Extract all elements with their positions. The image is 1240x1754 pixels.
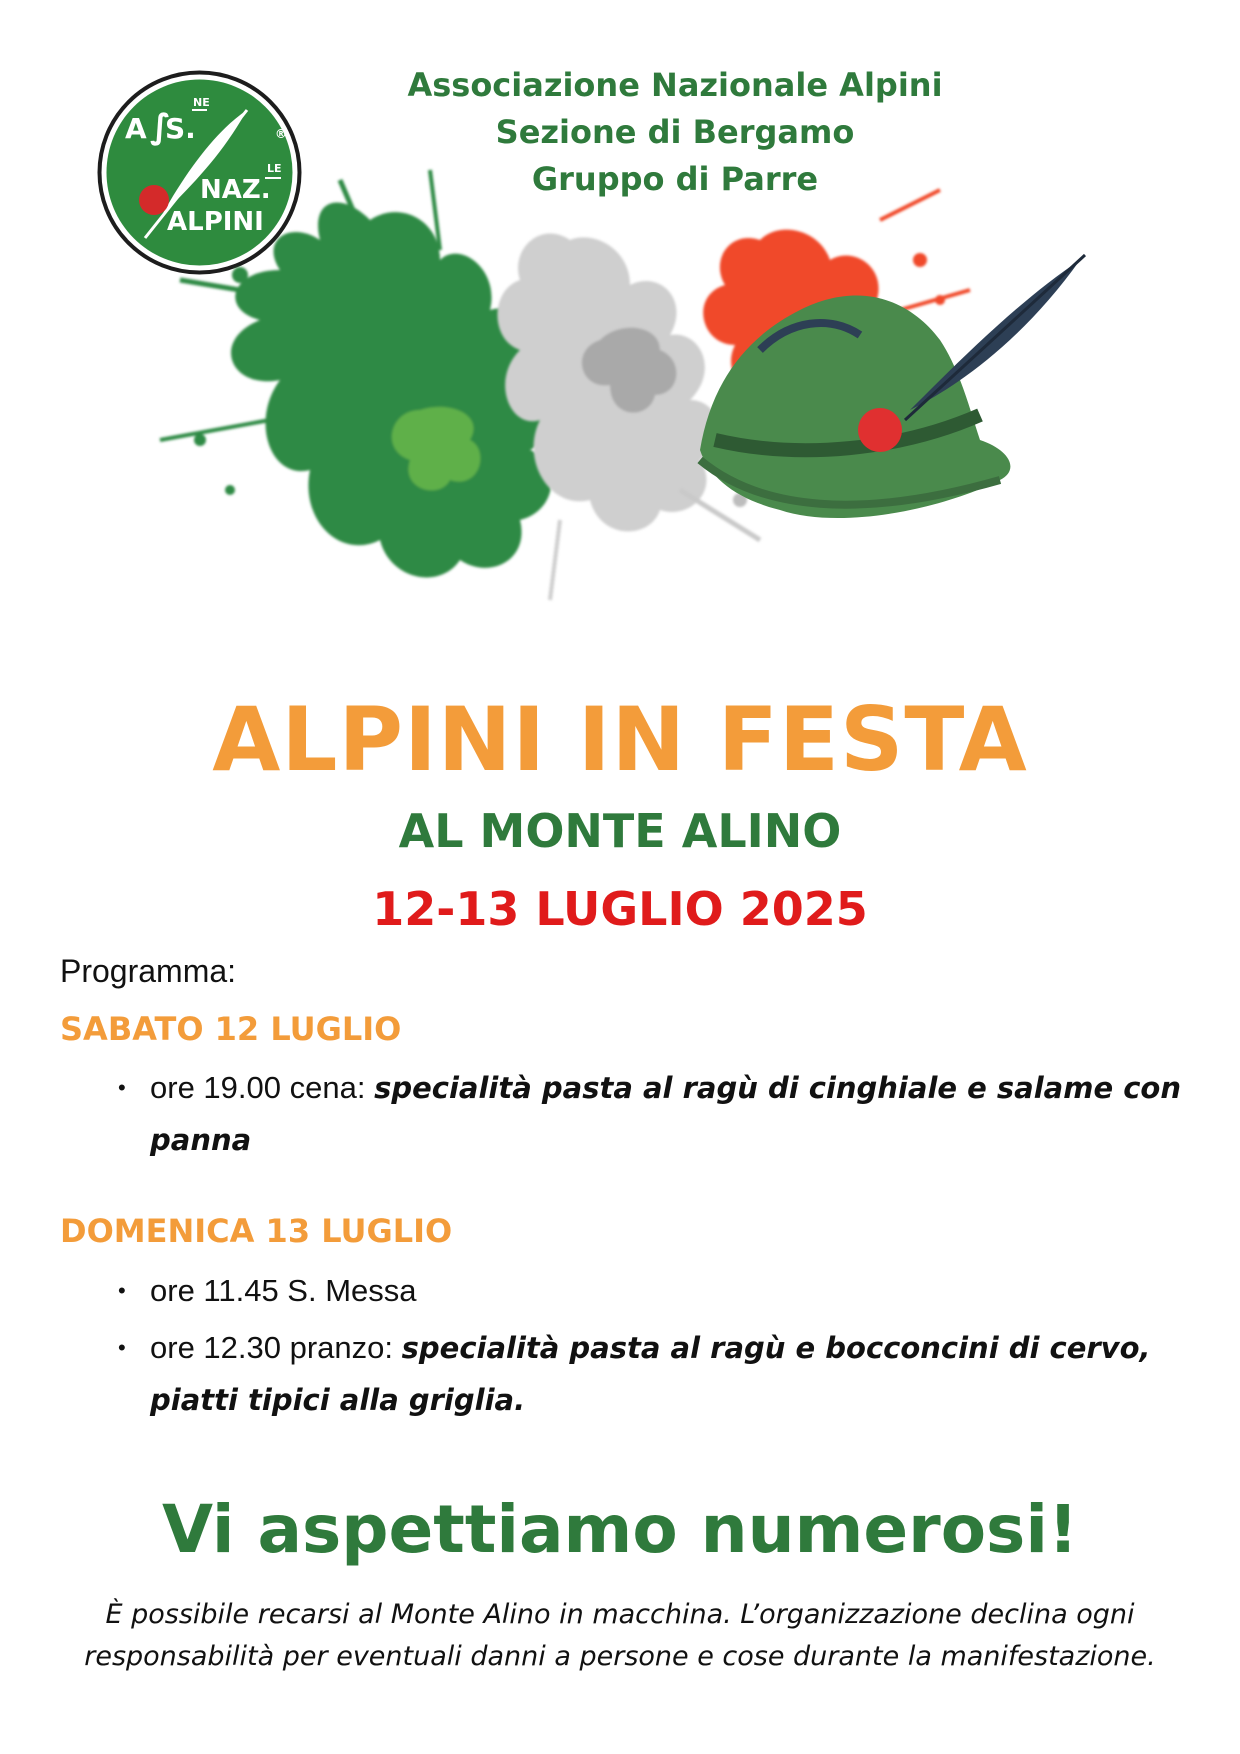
svg-text:LE: LE bbox=[267, 162, 282, 175]
closing-message: Vi aspettiamo numerosi! bbox=[161, 1491, 1079, 1568]
list-item bbox=[118, 1322, 1198, 1426]
list-item bbox=[118, 1265, 1198, 1316]
svg-text:NE: NE bbox=[193, 96, 210, 109]
svg-text:NAZ.: NAZ. bbox=[200, 175, 271, 205]
event-title: ALPINI IN FESTA bbox=[212, 688, 1028, 791]
svg-text:A: A bbox=[125, 112, 147, 145]
day-heading-sunday: DOMENICA 13 LUGLIO bbox=[60, 1212, 453, 1250]
tricolor-splash-artwork bbox=[140, 160, 1220, 680]
event-location: AL MONTE ALINO bbox=[398, 804, 842, 858]
section-name: Sezione di Bergamo bbox=[495, 113, 855, 151]
association-name: Associazione Nazionale Alpini bbox=[407, 66, 943, 104]
saturday-list bbox=[118, 1062, 1198, 1172]
hat-pompom-icon bbox=[858, 408, 902, 452]
day-heading-saturday: SABATO 12 LUGLIO bbox=[60, 1010, 402, 1048]
svg-text:®: ® bbox=[275, 127, 287, 141]
group-name: Gruppo di Parre bbox=[531, 160, 819, 198]
item-lead: ore 12.30 pranzo: bbox=[150, 1330, 402, 1365]
svg-text:∫: ∫ bbox=[150, 107, 171, 147]
item-lead: ore 11.45 S. Messa bbox=[150, 1273, 417, 1308]
item-lead: ore 19.00 cena: bbox=[150, 1070, 375, 1105]
list-item bbox=[118, 1062, 1198, 1166]
sunday-list bbox=[118, 1265, 1198, 1432]
disclaimer-text: È possibile recarsi al Monte Alino in macchina. L’organizzazione declina ogni responsabilità per eventuali danni a persone e cose durante la manifestazione. bbox=[84, 1599, 1156, 1672]
item-emphasis: specialità pasta al ragù e bocconcini di cervo, piatti tipici alla griglia. bbox=[150, 1331, 1151, 1417]
svg-text:S.: S. bbox=[165, 112, 196, 145]
item-emphasis: specialità pasta al ragù di cinghiale e salame con panna bbox=[150, 1071, 1181, 1157]
svg-text:ALPINI: ALPINI bbox=[167, 207, 264, 237]
program-label: Programma: bbox=[60, 953, 237, 989]
green-splash-icon bbox=[160, 170, 555, 577]
event-dates: 12-13 LUGLIO 2025 bbox=[372, 882, 868, 936]
